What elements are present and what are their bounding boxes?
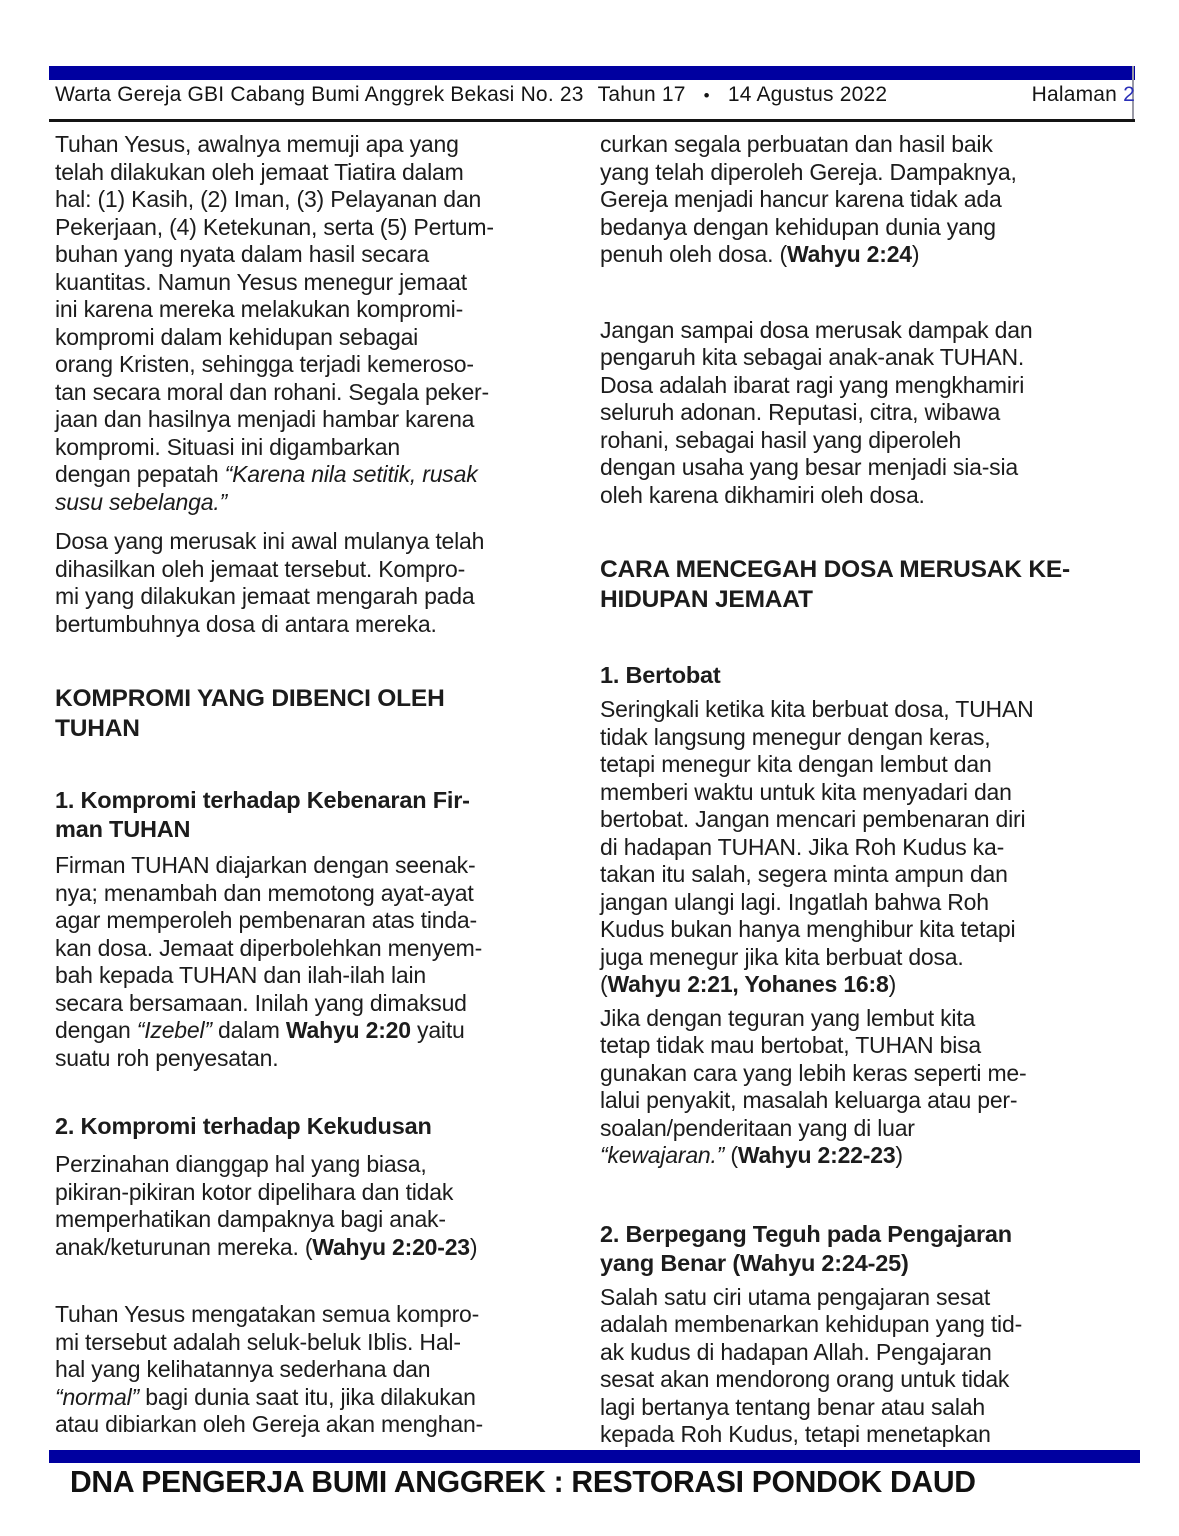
header-rule [49, 119, 1135, 122]
top-blue-bar [49, 66, 1135, 80]
sub-heading: 2. Kompromi terhadap Kekudusan [55, 1113, 432, 1139]
article-body [55, 131, 1135, 1449]
right-column [600, 131, 1135, 1449]
paragraph: Jika dengan teguran yang lembut kita tetap tidak mau bertobat, TUHAN bisa gunakan cara yang lebih keras seperti me- lalui penyakit, masalah keluarga atau per- soalan/penderitaan yang di luar “kewajaran.” (Wahyu 2:22-23) [600, 1004, 1027, 1168]
paragraph: Firman TUHAN diajarkan dengan seenak- nya; menambah dan memotong ayat-ayat agar memperoleh pembenaran atas tinda- kan dosa. Jemaat diperbolehkan menyem- bah kepada TUHAN dan ilah-ilah lain secara bersamaan. Inilah yang dimaksud dengan “Izebel” dalam Wahyu 2:20 yaitu suatu roh penyesatan. [55, 852, 483, 1071]
left-column [55, 131, 570, 1449]
paragraph: Jangan sampai dosa merusak dampak dan pengaruh kita sebagai anak-anak TUHAN. Dosa adalah ibarat ragi yang mengkhamiri seluruh adonan. Reputasi, citra, wibawa rohani, sebagai hasil yang diperoleh dengan usaha yang besar menjadi sia-sia oleh karena dikhamiri oleh dosa. [600, 316, 1033, 508]
section-heading: KOMPROMI YANG DIBENCI OLEH TUHAN [55, 685, 445, 742]
sub-heading: 1. Bertobat [600, 662, 721, 688]
paragraph: Perzinahan dianggap hal yang biasa, pikiran-pikiran kotor dipelihara dan tidak memperhatikan dampaknya bagi anak- anak/keturunan mereka. (Wahyu 2:20-23) [55, 1151, 478, 1260]
header-edition: Tahun 17 [597, 83, 686, 106]
page-label: Halaman [1031, 83, 1118, 106]
paragraph: Salah satu ciri utama pengajaran sesat adalah membenarkan kehidupan yang tid- ak kudus di hadapan Allah. Pengajaran sesat akan mendorong orang untuk tidak lagi bertanya tentang benar atau salah kepada Roh Kudus, tetapi menetapkan [600, 1283, 1023, 1447]
sub-heading: 1. Kompromi terhadap Kebenaran Fir- man TUHAN [55, 787, 470, 842]
header-masthead [55, 83, 887, 107]
header-title: Warta Gereja GBI Cabang Bumi Anggrek Bekasi No. 23 [55, 83, 584, 106]
paragraph: Seringkali ketika kita berbuat dosa, TUHAN tidak langsung menegur dengan keras, tetapi menegur kita dengan lembut dan memberi waktu untuk kita menyadari dan bertobat. Jangan mencari pembenaran diri di hadapan TUHAN. Jika Roh Kudus ka- takan itu salah, segera minta ampun dan jangan ulangi lagi. Ingatlah bahwa Roh Kudus bukan hanya menghibur kita tetapi juga menegur jika kita berbuat dosa. (Wahyu 2:21, Yohanes 16:8) [600, 696, 1034, 997]
paragraph: curkan segala perbuatan dan hasil baik yang telah diperoleh Gereja. Dampaknya, Gereja menjadi hancur karena tidak ada bedanya dengan kehidupan dunia yang penuh oleh dosa. (Wahyu 2:24) [600, 131, 1017, 267]
page-indicator [1032, 83, 1135, 107]
page-header [55, 83, 1135, 107]
bullet-separator: • [703, 86, 710, 105]
page-number: 2 [1123, 83, 1135, 106]
header-date: 14 Agustus 2022 [727, 83, 888, 106]
paragraph: Tuhan Yesus mengatakan semua kompro- mi tersebut adalah seluk-beluk Iblis. Hal- hal yang kelihatannya sederhana dan “normal” bagi dunia saat itu, jika dilakukan atau dibiarkan oleh Gereja akan menghan- [55, 1301, 484, 1437]
sub-heading: 2. Berpegang Teguh pada Pengajaran yang Benar (Wahyu 2:24-25) [600, 1220, 1012, 1276]
footer-blue-bar [49, 1450, 1140, 1463]
section-heading: CARA MENCEGAH DOSA MERUSAK KE- HIDUPAN JEMAAT [600, 556, 1070, 613]
paragraph: Tuhan Yesus, awalnya memuji apa yang telah dilakukan oleh jemaat Tiatira dalam hal: (1) Kasih, (2) Iman, (3) Pelayanan dan Pekerjaan, (4) Ketekunan, serta (5) Pertum- buhan yang nyata dalam hasil secara kuantitas. Namun Yesus menegur jemaat ini karena mereka melakukan kompromi- kompromi dalam kehidupan sebagai orang Kristen, sehingga terjadi kemeroso- tan secara moral dan rohani. Segala peker- jaan dan hasilnya menjadi hambar karena kompromi. Situasi ini digambarkan dengan pepatah “Karena nila setitik, rusak susu sebelanga.” [55, 131, 494, 515]
footer-text: DNA PENGERJA BUMI ANGGREK : RESTORASI PONDOK DAUD [70, 1464, 976, 1499]
paragraph: Dosa yang merusak ini awal mulanya telah dihasilkan oleh jemaat tersebut. Kompro- mi yang dilakukan jemaat mengarah pada bertumbuhnya dosa di antara mereka. [55, 528, 485, 637]
